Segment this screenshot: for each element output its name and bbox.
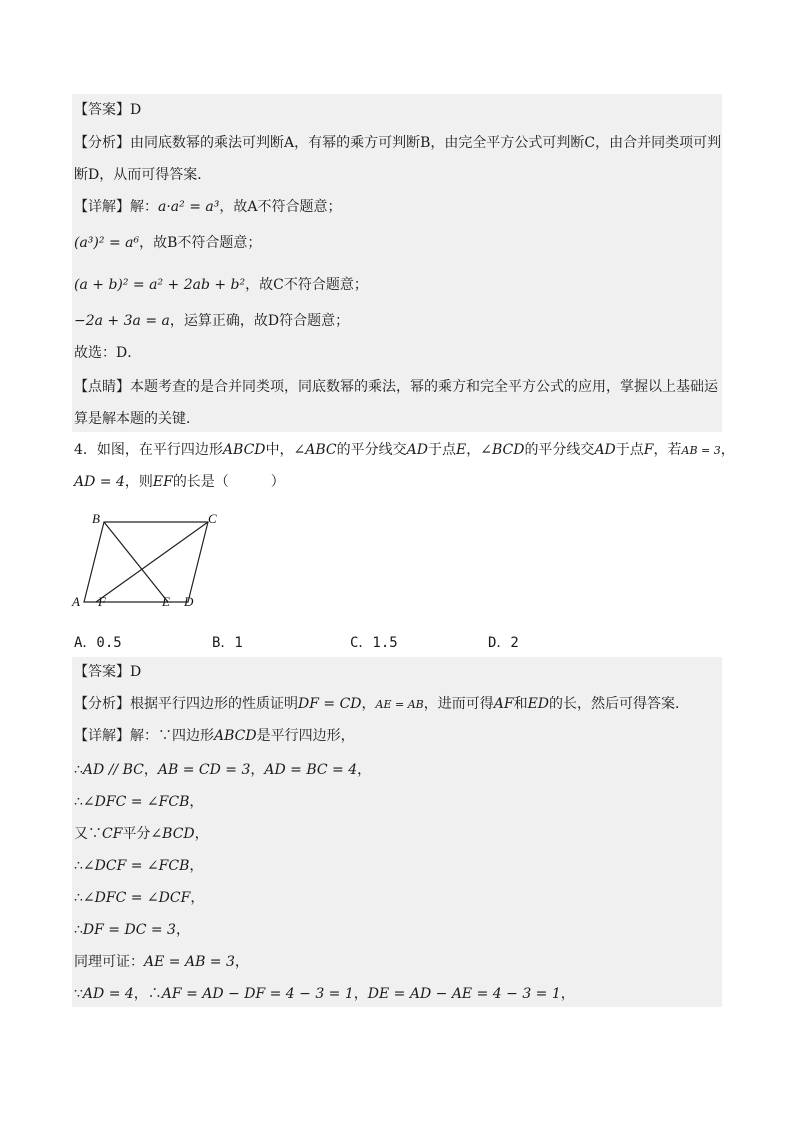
step-text: ，∴ [133,986,162,1002]
step-text: ， [560,986,575,1002]
q-math: F [643,442,654,458]
q-text: 于点 [427,442,456,458]
parallelogram-figure [68,512,238,616]
label-c: C [208,512,217,526]
q-text: ， [720,442,735,458]
step-text: ∴ [74,794,83,810]
formula-b-conclusion: ，故B不符合题意； [139,235,262,251]
step-math: AE = AB = 3 [144,954,235,970]
question-line-1 [74,440,735,461]
a2-text: ，进而可得 [423,696,494,712]
step-7 [74,952,249,972]
a2-math: AE = AB [375,698,424,711]
step-3 [74,824,209,844]
step-5 [74,888,204,908]
q-math: AD = 4 [74,474,125,490]
analysis-line-2: 断D，从而可得答案． [74,167,212,183]
option-d: D．2 [488,635,519,651]
step-text: ， [190,890,205,906]
formula-c: (a + b)² = a² + 2ab + b² [74,277,246,293]
step-text: ， [143,762,158,778]
q-text: 的平分线交 [524,442,595,458]
q-text: 4．如图，在平行四边形 [74,442,223,458]
q-math: EF [152,474,173,490]
detail-line-a [74,197,341,217]
q-math: AB = 3 [681,444,721,457]
d2-math: ABCD [214,728,257,744]
formula-a: a·a² = a³ [158,199,220,215]
detail-line-c [74,275,368,295]
q-text: 的长是（ ） [172,474,285,490]
step-math: DF = DC = 3 [82,922,176,938]
analysis-line-1: 【分析】由同底数幂的乘法可判断A，有幂的乘方可判断B，由完全平方公式可判断C，由合并同类项可判 [74,135,722,151]
step-text: ， [189,794,204,810]
step-math: AF = AD − DF = 4 − 3 = 1 [161,986,354,1002]
comment-line-1: 【点睛】本题考查的是合并同类项，同底数幂的乘法，幂的乘方和完全平方公式的应用，掌握以上基础运 [74,379,718,395]
formula-d: −2a + 3a = a [74,313,170,329]
detail-line-d [74,311,349,331]
formula-b: (a³)² = a⁶ [74,235,140,251]
formula-c-conclusion: ，故C不符合题意； [245,277,368,293]
a2-math: AF [493,696,514,712]
step-text: 同理可证： [74,954,144,970]
q-text: ， [466,442,481,458]
a2-math: DF = CD [298,696,362,712]
label-e: E [162,594,170,609]
question-line-2 [74,472,285,492]
a2-text: 【分析】根据平行四边形的性质证明 [74,696,298,712]
step-text: ， [189,858,204,874]
step-1 [74,760,371,780]
d2-text: 【详解】解：∵四边形 [74,728,214,744]
step-8 [74,984,575,1004]
step-math: ∠BCD [150,826,195,842]
step-math: ∠DFC = ∠FCB [82,794,190,810]
step-text: ∴ [74,762,83,778]
q-math: ABCD [222,442,266,458]
q-text: ，若 [653,442,682,458]
q-text: 的平分线交 [336,442,407,458]
a2-text: ， [361,696,376,712]
q-text: ，则 [124,474,153,490]
step-text: ， [357,762,372,778]
a2-text: 的长，然后可得答案． [549,696,690,712]
label-b: B [92,512,100,526]
step-text: ， [194,826,209,842]
q-text: 中， [265,442,294,458]
step-math: ∠DFC = ∠DCF [82,890,191,906]
step-math: AB = CD = 3 [157,762,251,778]
step-text: ， [175,922,190,938]
detail-tag: 【详解】解： [74,199,158,215]
q-math: AD [406,442,428,458]
formula-a-conclusion: ，故A不符合题意； [219,199,342,215]
a2-text: 和 [513,696,528,712]
step-text: 平分 [122,826,151,842]
q-math: E [455,442,467,458]
d2-text: 是平行四边形， [256,728,355,744]
step-math: ∠DCF = ∠FCB [82,858,190,874]
q-text: 于点 [615,442,644,458]
formula-d-conclusion: ，运算正确，故D符合题意； [169,313,350,329]
q-math: AD [594,442,616,458]
q-math: ∠BCD [480,442,525,458]
label-f: F [98,594,106,609]
step-text: ， [353,986,368,1002]
analysis2-line [74,694,689,715]
answer-line-2: 【答案】D [74,664,142,680]
step-text: ∵ [74,986,83,1002]
step-6 [74,920,190,940]
answer-line-1: 【答案】D [74,102,142,118]
step-text: 又∵ [74,826,102,842]
step-text: ， [234,954,249,970]
option-a: A．0.5 [74,635,122,651]
parallelogram-abcd [84,522,208,602]
option-b: B．1 [212,635,243,651]
step-math: CF [102,826,123,842]
a2-math: ED [527,696,550,712]
step-4 [74,856,203,876]
step-text: ∴ [74,890,83,906]
label-a: A [72,594,80,609]
step-2 [74,792,203,812]
step-math: AD = 4 [82,986,134,1002]
step-math: AD // BC [82,762,144,778]
choose-line: 故选：D． [74,345,142,361]
step-text: ∴ [74,858,83,874]
step-math: DE = AD − AE = 4 − 3 = 1 [367,986,561,1002]
step-text: ， [250,762,265,778]
q-math: ∠ABC [293,442,337,458]
label-d: D [184,594,194,609]
detail-line-b [74,233,261,253]
option-c: C．1.5 [350,635,398,651]
comment-line-2: 算是解本题的关键． [74,411,200,427]
detail2-line [74,726,355,746]
step-text: ∴ [74,922,83,938]
step-math: AD = BC = 4 [264,762,358,778]
